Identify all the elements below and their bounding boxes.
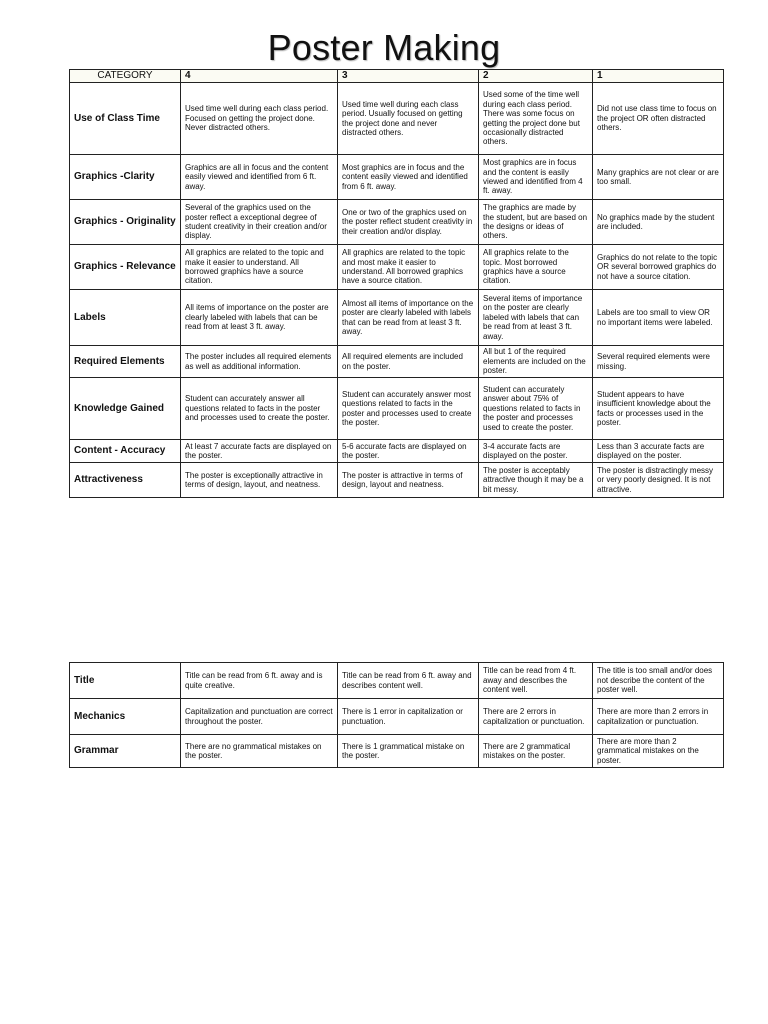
cell-score-1: There are more than 2 errors in capitalization or punctuation.: [593, 699, 724, 735]
row-category: Graphics - Relevance: [70, 245, 181, 290]
rubric-row-title: [70, 663, 724, 699]
cell-score-4: There are no grammatical mistakes on the poster.: [181, 735, 338, 768]
rubric-row-graphics-clarity: [70, 155, 724, 200]
cell-score-3: There is 1 grammatical mistake on the poster.: [338, 735, 479, 768]
cell-score-1: No graphics made by the student are included.: [593, 200, 724, 245]
cell-score-3: All graphics are related to the topic and most make it easier to understand. All borrowed graphics have a source citation.: [338, 245, 479, 290]
cell-score-3: Almost all items of importance on the poster are clearly labeled with labels that can be read from at least 3 ft. away.: [338, 290, 479, 346]
rubric-row-knowledge-gained: [70, 378, 724, 440]
rubric-row-labels: [70, 290, 724, 346]
cell-score-2: Title can be read from 4 ft. away and describes the content well.: [479, 663, 593, 699]
cell-score-1: The title is too small and/or does not describe the content of the poster well.: [593, 663, 724, 699]
rubric-row-attractiveness: [70, 463, 724, 498]
cell-score-2: All but 1 of the required elements are included on the poster.: [479, 346, 593, 378]
rubric-table-page-1: [69, 69, 724, 498]
header-category: CATEGORY: [70, 70, 181, 83]
header-score-2: 2: [479, 70, 593, 83]
cell-score-3: Used time well during each class period. Usually focused on getting the project done and never distracted others.: [338, 83, 479, 155]
cell-score-4: At least 7 accurate facts are displayed on the poster.: [181, 440, 338, 463]
cell-score-4: Several of the graphics used on the poster reflect a exceptional degree of student creativity in their creation and/or display.: [181, 200, 338, 245]
cell-score-4: Used time well during each class period. Focused on getting the project done. Never distracted others.: [181, 83, 338, 155]
cell-score-2: 3-4 accurate facts are displayed on the poster.: [479, 440, 593, 463]
cell-score-2: Most graphics are in focus and the content is easily viewed and identified from 4 ft. away.: [479, 155, 593, 200]
rubric-row-grammar: [70, 735, 724, 768]
row-category: Title: [70, 663, 181, 699]
rubric-header-row: [70, 70, 724, 83]
rubric-row-mechanics: [70, 699, 724, 735]
row-category: Grammar: [70, 735, 181, 768]
header-score-3: 3: [338, 70, 479, 83]
cell-score-3: Title can be read from 6 ft. away and describes content well.: [338, 663, 479, 699]
row-category: Content - Accuracy: [70, 440, 181, 463]
cell-score-4: Graphics are all in focus and the content easily viewed and identified from 6 ft. away.: [181, 155, 338, 200]
cell-score-2: The graphics are made by the student, but are based on the designs or ideas of others.: [479, 200, 593, 245]
cell-score-1: Labels are too small to view OR no important items were labeled.: [593, 290, 724, 346]
row-category: Attractiveness: [70, 463, 181, 498]
row-category: Mechanics: [70, 699, 181, 735]
cell-score-4: Title can be read from 6 ft. away and is quite creative.: [181, 663, 338, 699]
cell-score-1: Graphics do not relate to the topic OR several borrowed graphics do not have a source citation.: [593, 245, 724, 290]
row-category: Required Elements: [70, 346, 181, 378]
rubric-row-content-accuracy: [70, 440, 724, 463]
cell-score-2: Student can accurately answer about 75% of questions related to facts in the poster and processes used to create the poster.: [479, 378, 593, 440]
cell-score-1: Did not use class time to focus on the project OR often distracted others.: [593, 83, 724, 155]
cell-score-1: Less than 3 accurate facts are displayed on the poster.: [593, 440, 724, 463]
cell-score-4: Student can accurately answer all questions related to facts in the poster and processes used to create the poster.: [181, 378, 338, 440]
row-category: Graphics - Originality: [70, 200, 181, 245]
cell-score-4: The poster includes all required elements as well as additional information.: [181, 346, 338, 378]
cell-score-1: Student appears to have insufficient knowledge about the facts or processes used in the poster.: [593, 378, 724, 440]
cell-score-4: Capitalization and punctuation are correct throughout the poster.: [181, 699, 338, 735]
cell-score-2: There are 2 grammatical mistakes on the poster.: [479, 735, 593, 768]
cell-score-4: All graphics are related to the topic and make it easier to understand. All borrowed graphics have a source citation.: [181, 245, 338, 290]
cell-score-2: Several items of importance on the poster are clearly labeled with labels that can be read from at least 3 ft. away.: [479, 290, 593, 346]
rubric-row-required-elements: [70, 346, 724, 378]
cell-score-4: The poster is exceptionally attractive in terms of design, layout, and neatness.: [181, 463, 338, 498]
header-score-4: 4: [181, 70, 338, 83]
cell-score-1: There are more than 2 grammatical mistakes on the poster.: [593, 735, 724, 768]
cell-score-3: The poster is attractive in terms of design, layout and neatness.: [338, 463, 479, 498]
cell-score-2: The poster is acceptably attractive though it may be a bit messy.: [479, 463, 593, 498]
cell-score-3: There is 1 error in capitalization or punctuation.: [338, 699, 479, 735]
cell-score-3: Student can accurately answer most questions related to facts in the poster and processes used to create the poster.: [338, 378, 479, 440]
page-title: Poster Making: [267, 27, 501, 68]
cell-score-3: 5-6 accurate facts are displayed on the poster.: [338, 440, 479, 463]
rubric-row-use-of-class-time: [70, 83, 724, 155]
cell-score-1: Several required elements were missing.: [593, 346, 724, 378]
row-category: Labels: [70, 290, 181, 346]
row-category: Graphics -Clarity: [70, 155, 181, 200]
rubric-table-page-2: [69, 662, 724, 768]
cell-score-2: All graphics relate to the topic. Most borrowed graphics have a source citation.: [479, 245, 593, 290]
rubric-row-graphics-relevance: [70, 245, 724, 290]
cell-score-3: Most graphics are in focus and the content easily viewed and identified from 6 ft. away.: [338, 155, 479, 200]
cell-score-2: There are 2 errors in capitalization or punctuation.: [479, 699, 593, 735]
cell-score-1: Many graphics are not clear or are too small.: [593, 155, 724, 200]
cell-score-2: Used some of the time well during each class period. There was some focus on getting the project done but occasionally distracted others.: [479, 83, 593, 155]
cell-score-4: All items of importance on the poster are clearly labeled with labels that can be read from at least 3 ft. away.: [181, 290, 338, 346]
cell-score-1: The poster is distractingly messy or very poorly designed. It is not attractive.: [593, 463, 724, 498]
cell-score-3: All required elements are included on the poster.: [338, 346, 479, 378]
cell-score-3: One or two of the graphics used on the poster reflect student creativity in their creation and/or display.: [338, 200, 479, 245]
header-score-1: 1: [593, 70, 724, 83]
row-category: Use of Class Time: [70, 83, 181, 155]
row-category: Knowledge Gained: [70, 378, 181, 440]
rubric-row-graphics-originality: [70, 200, 724, 245]
